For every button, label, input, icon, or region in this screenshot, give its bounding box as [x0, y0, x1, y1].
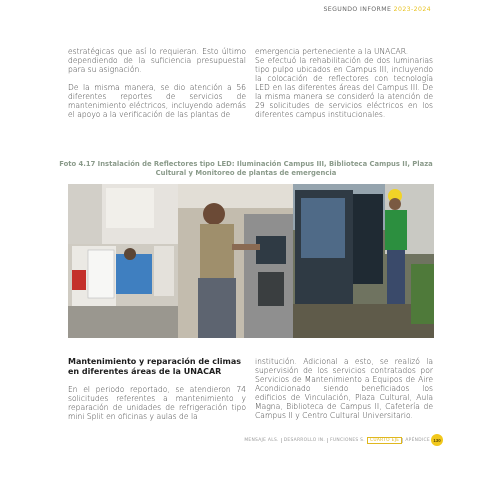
paragraph: institución. Adicional a esto, se realizó la supervisión de los servicios contratados por Servicios de Mantenimiento a Equipos de Aire Acondicionado siendo beneficiados los edificios de Vinculación, Plaza Cultural, Aula Magna, Biblioteca de Campus II, Cafetería de Campus II y Centro Cultural Universitario.: [255, 357, 433, 420]
page-number-badge: 130: [431, 434, 443, 446]
nav-item-desarrollo[interactable]: DESARROLLO IN.: [281, 438, 327, 443]
photo-caption: Foto 4.17 Instalación de Reflectores tipo LED: Iluminación Campus III, Biblioteca Campus II, Plaza Cultural y Monitoreo de plantas de emergencia: [59, 160, 433, 177]
section-heading: Mantenimiento y reparación de climas en diferentes áreas de la UNACAR: [68, 357, 242, 376]
top-left-column: [68, 47, 246, 128]
report-year: 2023-2024: [393, 6, 431, 13]
nav-item-mensaje[interactable]: MENSAJE ALS.: [244, 438, 279, 443]
bottom-right-column: [255, 357, 433, 429]
paragraph: emergencia perteneciente a la UNACAR.: [255, 47, 409, 56]
nav-item-funciones[interactable]: FUNCIONES S.: [327, 438, 367, 443]
paragraph: En el periodo reportado, se atendieron 74 solicitudes referentes a mantenimiento y reparación de unidades de refrigeración tipo mini Split en oficinas y aulas de la: [68, 385, 246, 421]
footer-navigation: [242, 437, 432, 444]
report-title: SEGUNDO INFORME: [323, 6, 392, 13]
photo-technician-led: [178, 184, 293, 338]
report-header: [323, 6, 431, 13]
paragraph: estratégicas que así lo requieran. Esto último dependiendo de la suficiencia presupuestal para su asignación.: [68, 47, 246, 74]
bottom-left-column: [68, 357, 246, 430]
photo-reflector-install: [293, 184, 434, 338]
nav-item-apendice[interactable]: APÉNDICE: [402, 438, 432, 443]
paragraph: Se efectuó la rehabilitación de dos luminarias tipo pulpo ubicados en Campus III, incluyendo la colocación de reflectores con tecnología LED en las diferentes áreas del Campus III. De la misma manera se consideró la atención de 29 solicitudes de servicios eléctricos en los diferentes campus institucionales.: [255, 56, 433, 119]
photo-emergency-plant: [68, 184, 178, 338]
nav-item-cuarto-eje[interactable]: CUARTO EJE: [367, 437, 402, 444]
paragraph: De la misma manera, se dio atención a 56 diferentes reportes de servicios de mantenimiento eléctricos, incluyendo además el apoyo a la verificación de las plantas de: [68, 83, 246, 119]
top-right-column: [255, 47, 433, 128]
